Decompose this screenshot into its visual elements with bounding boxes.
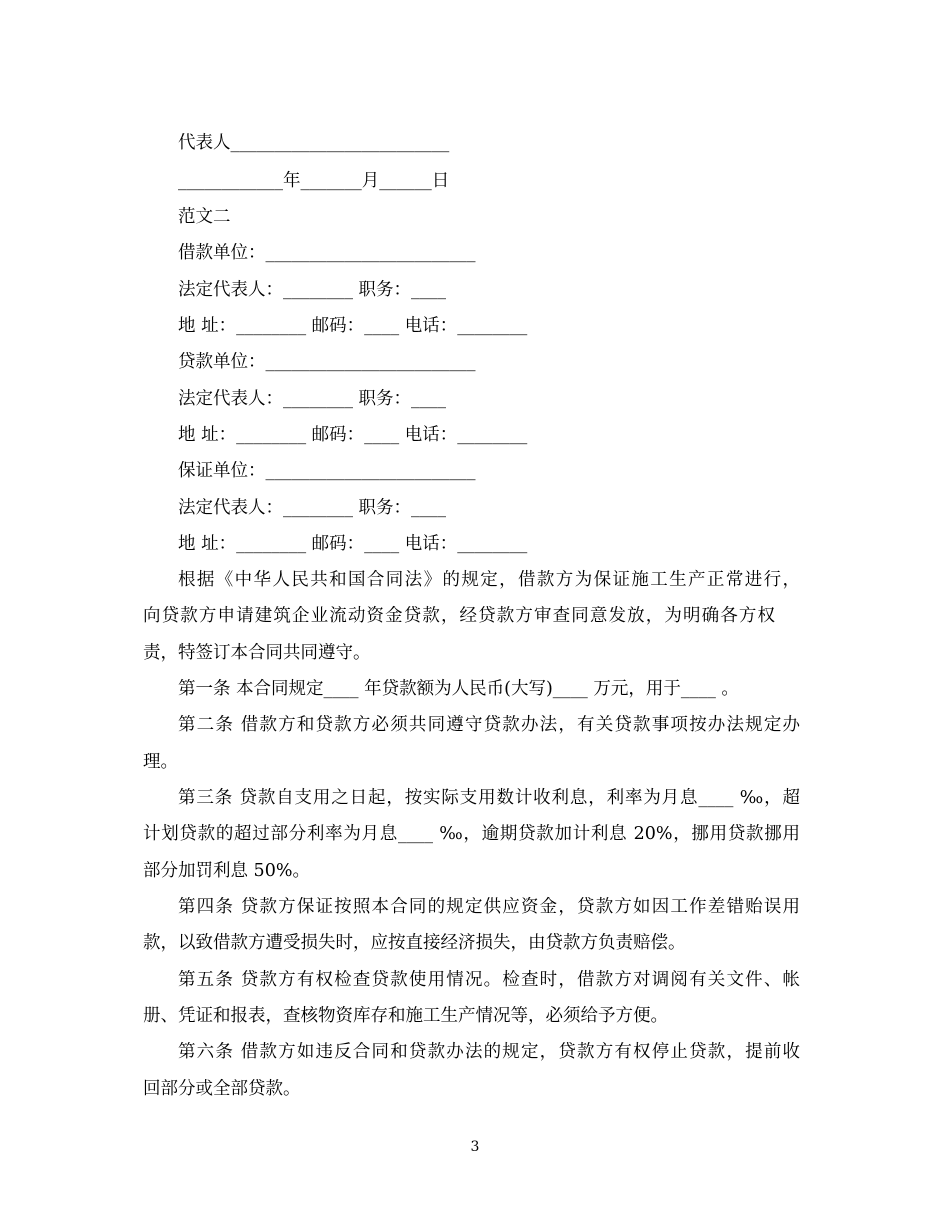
borrower-unit-line: 借款单位：________________________ — [178, 243, 476, 263]
preamble-line-3: 责，特签订本合同共同遵守。 — [143, 643, 371, 663]
guarantor-legal-rep-line: 法定代表人：________ 职务：____ — [178, 498, 447, 518]
article-5-line-1: 第五条 贷款方有权检查贷款使用情况。检查时，借款方对调阅有关文件、帐 — [178, 970, 800, 990]
lender-address-line: 地 址：________ 邮码：____ 电话：________ — [178, 425, 528, 445]
article-4-line-1: 第四条 贷款方保证按照本合同的规定供应资金，贷款方如因工作差错贻误用 — [178, 897, 800, 917]
guarantor-address-line: 地 址：________ 邮码：____ 电话：________ — [178, 534, 528, 554]
article-2-line-2: 理。 — [143, 752, 178, 772]
page-number: 3 — [470, 1139, 480, 1155]
lender-unit-line: 贷款单位：________________________ — [178, 352, 476, 372]
article-6-line-1: 第六条 借款方如违反合同和贷款办法的规定，贷款方有权停止贷款，提前收 — [178, 1042, 800, 1062]
article-2-line-1: 第二条 借款方和贷款方必须共同遵守贷款办法，有关贷款事项按办法规定办 — [178, 715, 800, 735]
lender-legal-rep-line: 法定代表人：________ 职务：____ — [178, 389, 447, 409]
borrower-address-line: 地 址：________ 邮码：____ 电话：________ — [178, 316, 528, 336]
guarantor-unit-line: 保证单位：________________________ — [178, 461, 476, 481]
article-3-line-2: 计划贷款的超过部分利率为月息____ ‰，逾期贷款加计利息 20%，挪用贷款挪用 — [143, 824, 800, 844]
date-line: ____________年_______月______日 — [178, 171, 450, 191]
preamble-line-2: 向贷款方申请建筑企业流动资金贷款，经贷款方审查同意发放，为明确各方权 — [143, 606, 775, 626]
article-3-line-3: 部分加罚利息 50%。 — [143, 861, 310, 881]
representative-line: 代表人_________________________ — [178, 133, 450, 153]
article-1-line-1: 第一条 本合同规定____ 年贷款额为人民币(大写)____ 万元，用于____ 。 — [178, 679, 739, 699]
article-4-line-2: 款，以致借款方遭受损失时，应按直接经济损失，由贷款方负责赔偿。 — [143, 933, 686, 953]
article-5-line-2: 册、凭证和报表，查核物资库存和施工生产情况等，必须给予方便。 — [143, 1006, 668, 1026]
section-title: 范文二 — [178, 207, 231, 227]
preamble-line-1: 根据《中华人民共和国合同法》的规定，借款方为保证施工生产正常进行， — [178, 570, 800, 590]
borrower-legal-rep-line: 法定代表人：________ 职务：____ — [178, 280, 447, 300]
article-3-line-1: 第三条 贷款自支用之日起，按实际支用数计收利息，利率为月息____ ‰，超 — [178, 788, 800, 808]
article-6-line-2: 回部分或全部贷款。 — [143, 1079, 301, 1099]
